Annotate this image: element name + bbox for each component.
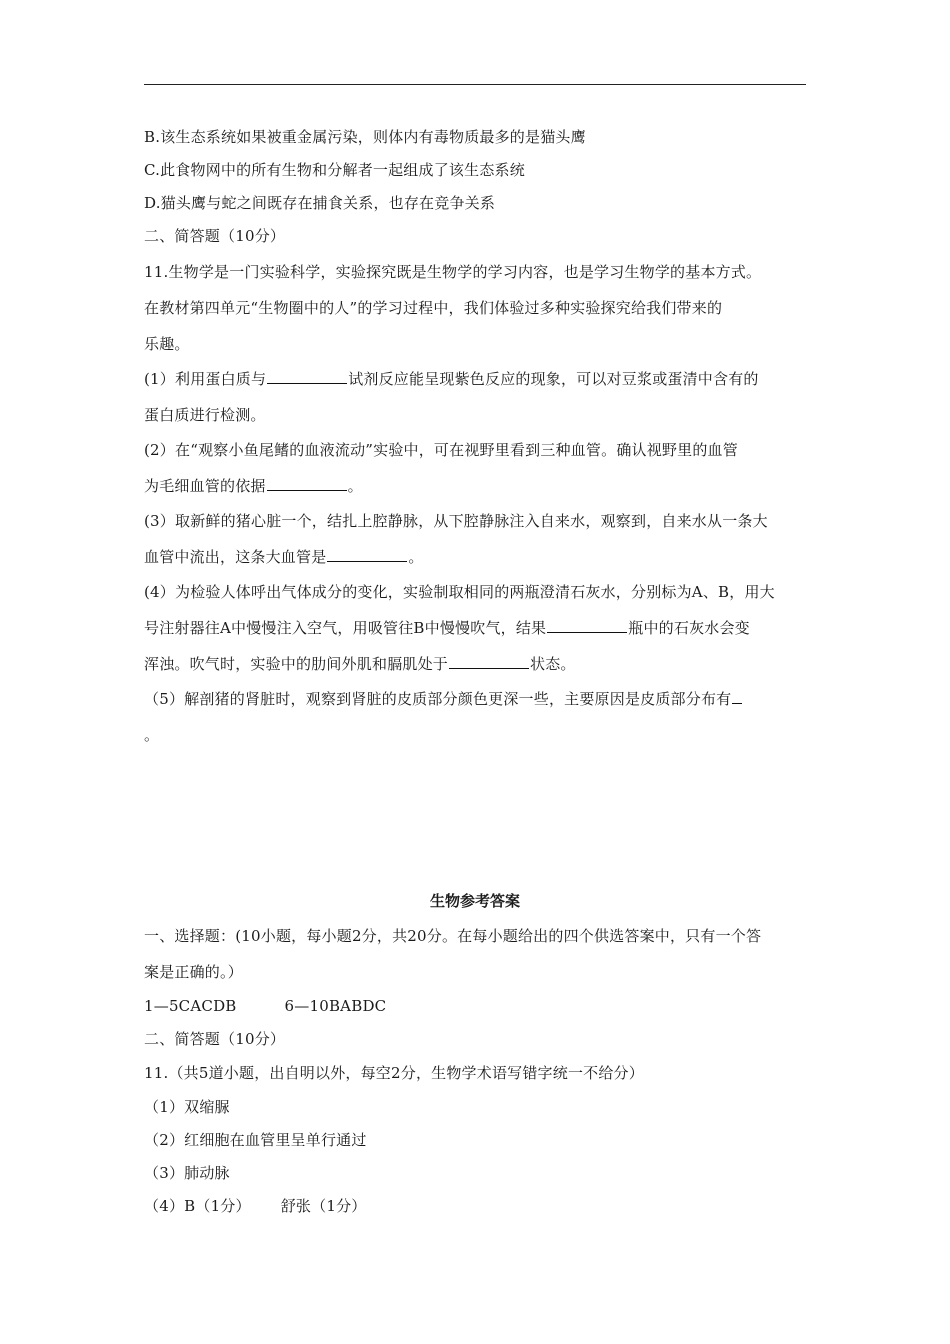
answers-section1-line2: 案是正确的。）	[144, 963, 243, 981]
answer-key-title: 生物参考答案	[429, 892, 520, 910]
answer-4-part1: （4）B（1分）	[144, 1197, 251, 1215]
q4-answer-blank-1[interactable]	[547, 618, 627, 633]
choice-answers	[144, 996, 386, 1016]
q1-answer-blank[interactable]	[267, 369, 347, 384]
q1-text-b: 试剂反应能呈现紫色反应的现象，可以对豆浆或蛋清中含有的	[348, 370, 759, 388]
q4-answer-blank-2[interactable]	[449, 654, 529, 669]
answer-2: （2）红细胞在血管里呈单行通过	[144, 1131, 367, 1149]
q4-text-c1: 浑浊。吹气时，实验中的肋间外肌和膈肌处于	[144, 655, 449, 673]
option-b: B.该生态系统如果被重金属污染，则体内有毒物质最多的是猫头鹰	[144, 128, 586, 146]
q5-line1	[144, 689, 743, 709]
q4-line1: (4）为检验人体呼出气体成分的变化，实验制取相同的两瓶澄清石灰水，分别标为A、B，用大	[144, 583, 775, 601]
answers-q11-note: 11.（共5道小题，出自明以外，每空2分，生物学术语写错字统一不给分）	[144, 1064, 644, 1082]
q4-text-c2: 状态。	[530, 655, 576, 673]
q1-line2: 蛋白质进行检测。	[144, 406, 266, 424]
q11-intro-line1: 11.生物学是一门实验科学，实验探究既是生物学的学习内容，也是学习生物学的基本方式。	[144, 263, 762, 281]
q1-line1	[144, 369, 759, 389]
q2-text-c: 。	[347, 477, 363, 495]
choice-answers-1-5: 1—5CACDB	[144, 997, 237, 1015]
q2-line2	[144, 476, 363, 496]
q5-text-a: （5）解剖猪的肾脏时，观察到肾脏的皮质部分颜色更深一些，主要原因是皮质部分布有	[144, 690, 732, 708]
q4-text-b2: 瓶中的石灰水会变	[628, 619, 750, 637]
answers-section2-heading: 二、简答题（10分）	[144, 1030, 286, 1048]
q5-line2: 。	[144, 726, 160, 744]
header-rule	[144, 84, 806, 85]
q11-intro-line2: 在教材第四单元“生物圈中的人”的学习过程中，我们体验过多种实验探究给我们带来的	[144, 299, 723, 317]
section2-heading: 二、简答题（10分）	[144, 227, 286, 245]
q11-intro-line3: 乐趣。	[144, 335, 190, 353]
option-c: C.此食物网中的所有生物和分解者一起组成了该生态系统	[144, 161, 525, 179]
answer-3: （3）肺动脉	[144, 1164, 230, 1182]
q3-line2	[144, 547, 424, 567]
q4-text-b1: 号注射器往A中慢慢注入空气，用吸管往B中慢慢吹气，结果	[144, 619, 547, 637]
q5-answer-blank[interactable]	[732, 689, 742, 704]
q2-line1: (2）在“观察小鱼尾鳍的血液流动”实验中，可在视野里看到三种血管。确认视野里的血管	[144, 441, 738, 459]
q3-line1: (3）取新鲜的猪心脏一个，结扎上腔静脉，从下腔静脉注入自来水，观察到，自来水从一条大	[144, 512, 768, 530]
q1-text-a: (1）利用蛋白质与	[144, 370, 267, 388]
q4-line2	[144, 618, 750, 638]
q3-text-c: 。	[408, 548, 424, 566]
q4-line3	[144, 654, 576, 674]
answer-4-part2: 舒张（1分）	[280, 1197, 367, 1215]
answer-4	[144, 1196, 366, 1216]
q3-answer-blank[interactable]	[327, 547, 407, 562]
q2-text-b: 为毛细血管的依据	[144, 477, 266, 495]
answers-section1-line1: 一、选择题：(10小题，每小题2分，共20分。在每小题给出的四个供选答案中，只有一个答	[144, 927, 762, 945]
q3-text-b: 血管中流出，这条大血管是	[144, 548, 327, 566]
option-d: D.猫头鹰与蛇之间既存在捕食关系，也存在竞争关系	[144, 194, 496, 212]
q2-answer-blank[interactable]	[267, 476, 347, 491]
choice-answers-6-10: 6—10BABDC	[284, 997, 387, 1015]
answer-1: （1）双缩脲	[144, 1098, 230, 1116]
